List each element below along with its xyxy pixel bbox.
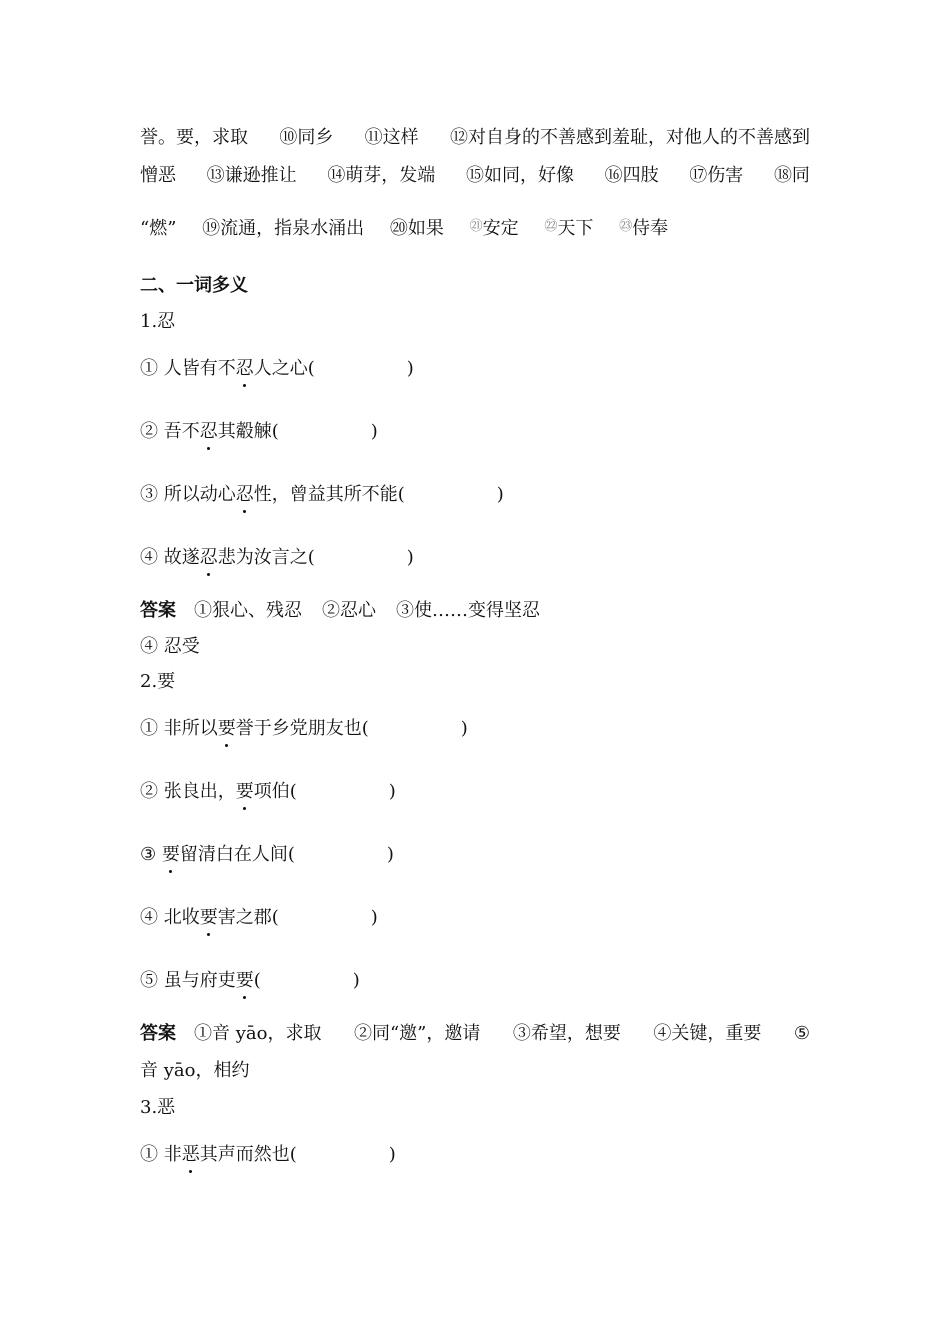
item-text: 害之郡( [217,907,279,928]
note-text: ⑯四肢 [604,165,659,186]
key-char: 忍 [199,547,218,568]
note-text: 侍奉 [632,218,669,239]
note-text: 天下 [557,218,594,239]
answer-text: ②同“邀”，邀请 [353,1023,481,1044]
item-text: ① 非 [140,1144,182,1165]
note-number: ㉓ [619,219,633,234]
key-char: 要 [235,970,254,991]
note-text: ⑮如同，好像 [465,165,574,186]
item-text: ) [406,547,414,568]
item-text: ) [370,421,378,442]
note-text: ⑱同 [773,165,810,186]
item-text: 项伯( [253,781,297,802]
item-text: ( [253,970,261,991]
word-heading: 3.恶 [140,1097,176,1118]
item-text: 其觳觫( [217,421,279,442]
notes-line-1 [140,126,810,150]
item-text: 其声而然也( [199,1144,297,1165]
item-text: ) [388,781,396,802]
answer-text: ①音 yāo，求取 [194,1023,322,1044]
item-text: ② 吾不 [140,421,200,442]
answer-label: 答案 [140,1023,176,1044]
question-item [140,483,810,507]
item-text: ) [370,907,378,928]
item-text: ③ [140,844,162,865]
key-char: 要 [235,781,254,802]
note-text: ⑪这样 [364,127,419,148]
note-number: ㉑ [469,219,483,234]
item-text: ) [388,1144,396,1165]
key-char: 恶 [181,1144,200,1165]
answer-text: ④关键，重要 [653,1023,762,1044]
key-char: 要 [199,907,218,928]
item-text: 性，曾益其所不能( [253,484,405,505]
answer-line [140,599,810,623]
question-item [140,969,810,993]
note-text: ⑭萌芽，发端 [327,165,436,186]
question-item [140,906,810,930]
item-text: ① 人皆有不 [140,358,236,379]
note-number: ㉒ [544,219,558,234]
answer-label: 答案 [140,600,176,621]
answer-text: ①狠心、残忍 [194,600,302,621]
answer-line-2: ④ 忍受 [140,636,200,657]
key-char: 忍 [235,484,254,505]
item-text: ① 非所以 [140,718,218,739]
note-text: 誉。要，求取 [140,127,248,148]
answer-text: ⑤ [793,1023,810,1044]
answer-label-group [140,1022,321,1046]
key-char: 忍 [199,421,218,442]
question-item [140,1143,810,1167]
item-text: ) [352,970,360,991]
answer-text: ②忍心 [322,600,376,621]
item-text: ② 张良出， [140,781,236,802]
item-text: 悲为汝言之( [217,547,315,568]
note-text: ⑩同乡 [279,127,334,148]
question-item [140,780,810,804]
word-heading: 1.忍 [140,311,176,332]
item-text: ) [386,844,394,865]
question-item [140,546,810,570]
item-text: 留清白在人间( [179,844,295,865]
note-text: ⑲流通，指泉水涌出 [202,218,365,239]
note-text: 憎恶 [140,165,176,186]
answer-text: ③使……变得坚忍 [396,600,540,621]
notes-line-2 [140,164,810,188]
section-title: 二、一词多义 [140,275,248,296]
answer-text: ③希望，想要 [512,1023,621,1044]
item-text: ④ 北收 [140,907,200,928]
item-text: ③ 所以动心 [140,484,236,505]
key-char: 要 [161,844,180,865]
item-text: ) [496,484,504,505]
note-text: ⑳如果 [389,218,444,239]
notes-line-3 [140,215,810,241]
key-char: 忍 [235,358,254,379]
item-text: ) [406,358,414,379]
note-text: 安定 [482,218,519,239]
item-text: ⑤ 虽与府吏 [140,970,236,991]
question-item [140,717,810,741]
note-text: ⑫对自身的不善感到羞耻，对他人的不善感到 [449,127,810,148]
word-heading: 2.要 [140,671,176,692]
note-text: ⑬谦逊推让 [206,165,297,186]
question-item [140,843,810,867]
note-text: ⑰伤害 [689,165,744,186]
question-item [140,357,810,381]
item-text: ) [460,718,468,739]
note-text: “燃” [140,218,177,239]
answer-line [140,1022,810,1046]
key-char: 要 [217,718,236,739]
item-text: 人之心( [253,358,315,379]
item-text: ④ 故遂 [140,547,200,568]
question-item [140,420,810,444]
answer-line-2: 音 yāo，相约 [140,1060,250,1081]
item-text: 誉于乡党朋友也( [235,718,369,739]
